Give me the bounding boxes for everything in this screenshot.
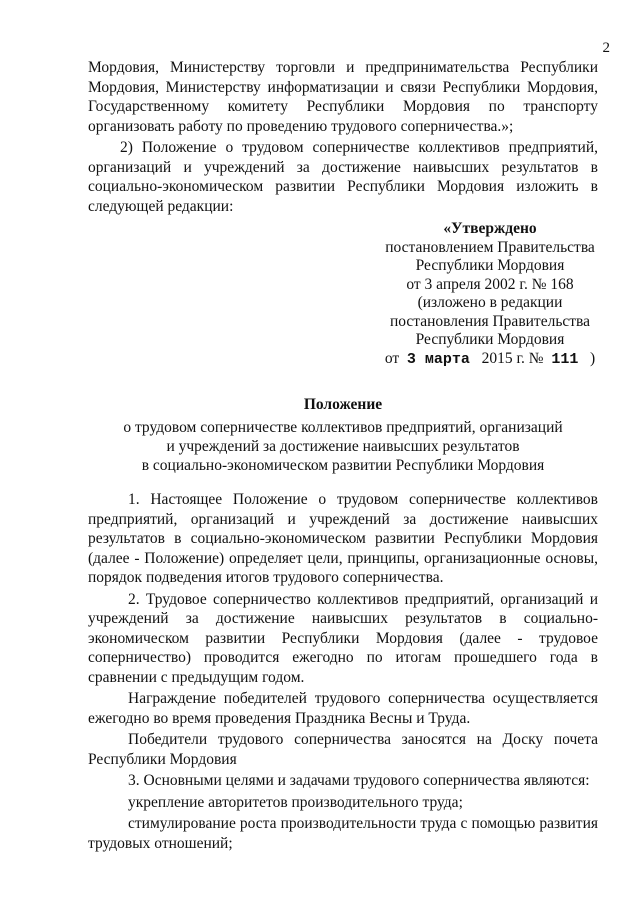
body-section <box>88 490 598 853</box>
intro-paragraph-2: 2) Положение о трудовом соперничестве коллективов предприятий, организаций и учреждений за достижение наивысших результатов в социально-экономическом развитии Республики Мордовия изложить в следующей редакции: <box>88 139 598 215</box>
approval-number-stamp: 111 <box>551 350 579 368</box>
approval-heading: «Утверждено <box>443 220 537 237</box>
body-paragraph-2: 2. Трудовое соперничество коллективов предприятий, организаций и учреждений за достижение наивысших результатов в социально-экономическом развитии Республики Мордовия (далее - трудовое соперничество) проводится ежегодно по итогам прошедшего года в сравнении с предыдущим годом. <box>88 590 598 686</box>
approval-line-6: Республики Мордовия <box>415 331 565 348</box>
approval-date-line <box>360 350 620 370</box>
body-paragraph-3: Награждение победителей трудового соперничества осуществляется ежегодно во время проведения Праздника Весны и Труда. <box>88 690 598 727</box>
approval-closing: ) <box>589 349 596 367</box>
title-line-3: в социально-экономическом развитии Республики Мордовия <box>141 457 545 474</box>
title-heading: Положение <box>303 396 383 413</box>
page-number: 2 <box>602 40 610 56</box>
approval-date-stamp: 3 марта <box>406 350 470 368</box>
approval-stamp <box>360 220 620 369</box>
intro-paragraph-1: Мордовия, Министерству торговли и предпринимательства Республики Мордовия, Министерству информатизации и связи Республики Мордовия, Государственному комитету Республики Мордовия по транспорту организовать работу по проведению трудового соперничества.»; <box>88 59 598 135</box>
body-paragraph-4: Победители трудового соперничества заносятся на Доску почета Республики Мордовия <box>88 731 598 768</box>
approval-from-label: от <box>384 349 400 367</box>
title-line-1: о трудовом соперничестве коллективов предприятий, организаций <box>123 419 563 436</box>
body-paragraph-5: 3. Основными целями и задачами трудового соперничества являются: <box>128 772 590 789</box>
approval-year-label: 2015 г. № <box>481 349 544 367</box>
approval-line-4: (изложено в редакции <box>417 294 563 311</box>
title-line-2: и учреждений за достижение наивысших результатов <box>166 438 520 455</box>
approval-line-1: постановлением Правительства <box>385 238 595 256</box>
body-paragraph-7: стимулирование роста производительности труда с помощью развития трудовых отношений; <box>88 815 598 852</box>
body-paragraph-6: укрепление авторитетов производительного труда; <box>128 793 463 811</box>
document-title <box>88 395 598 475</box>
approval-line-5: постановления Правительства <box>389 312 591 330</box>
body-paragraph-1: 1. Настоящее Положение о трудовом соперничестве коллективов предприятий, организаций и учреждений за достижение наивысших результатов в социально-экономическом развитии Республики Мордовия (далее - Положение) определяет цели, принципы, организационные основы, порядок подведения итогов трудового соперничества. <box>88 491 598 586</box>
approval-line-3: от 3 апреля 2002 г. № 168 <box>406 275 574 293</box>
intro-section <box>88 58 598 216</box>
approval-line-2: Республики Мордовия <box>415 257 565 274</box>
